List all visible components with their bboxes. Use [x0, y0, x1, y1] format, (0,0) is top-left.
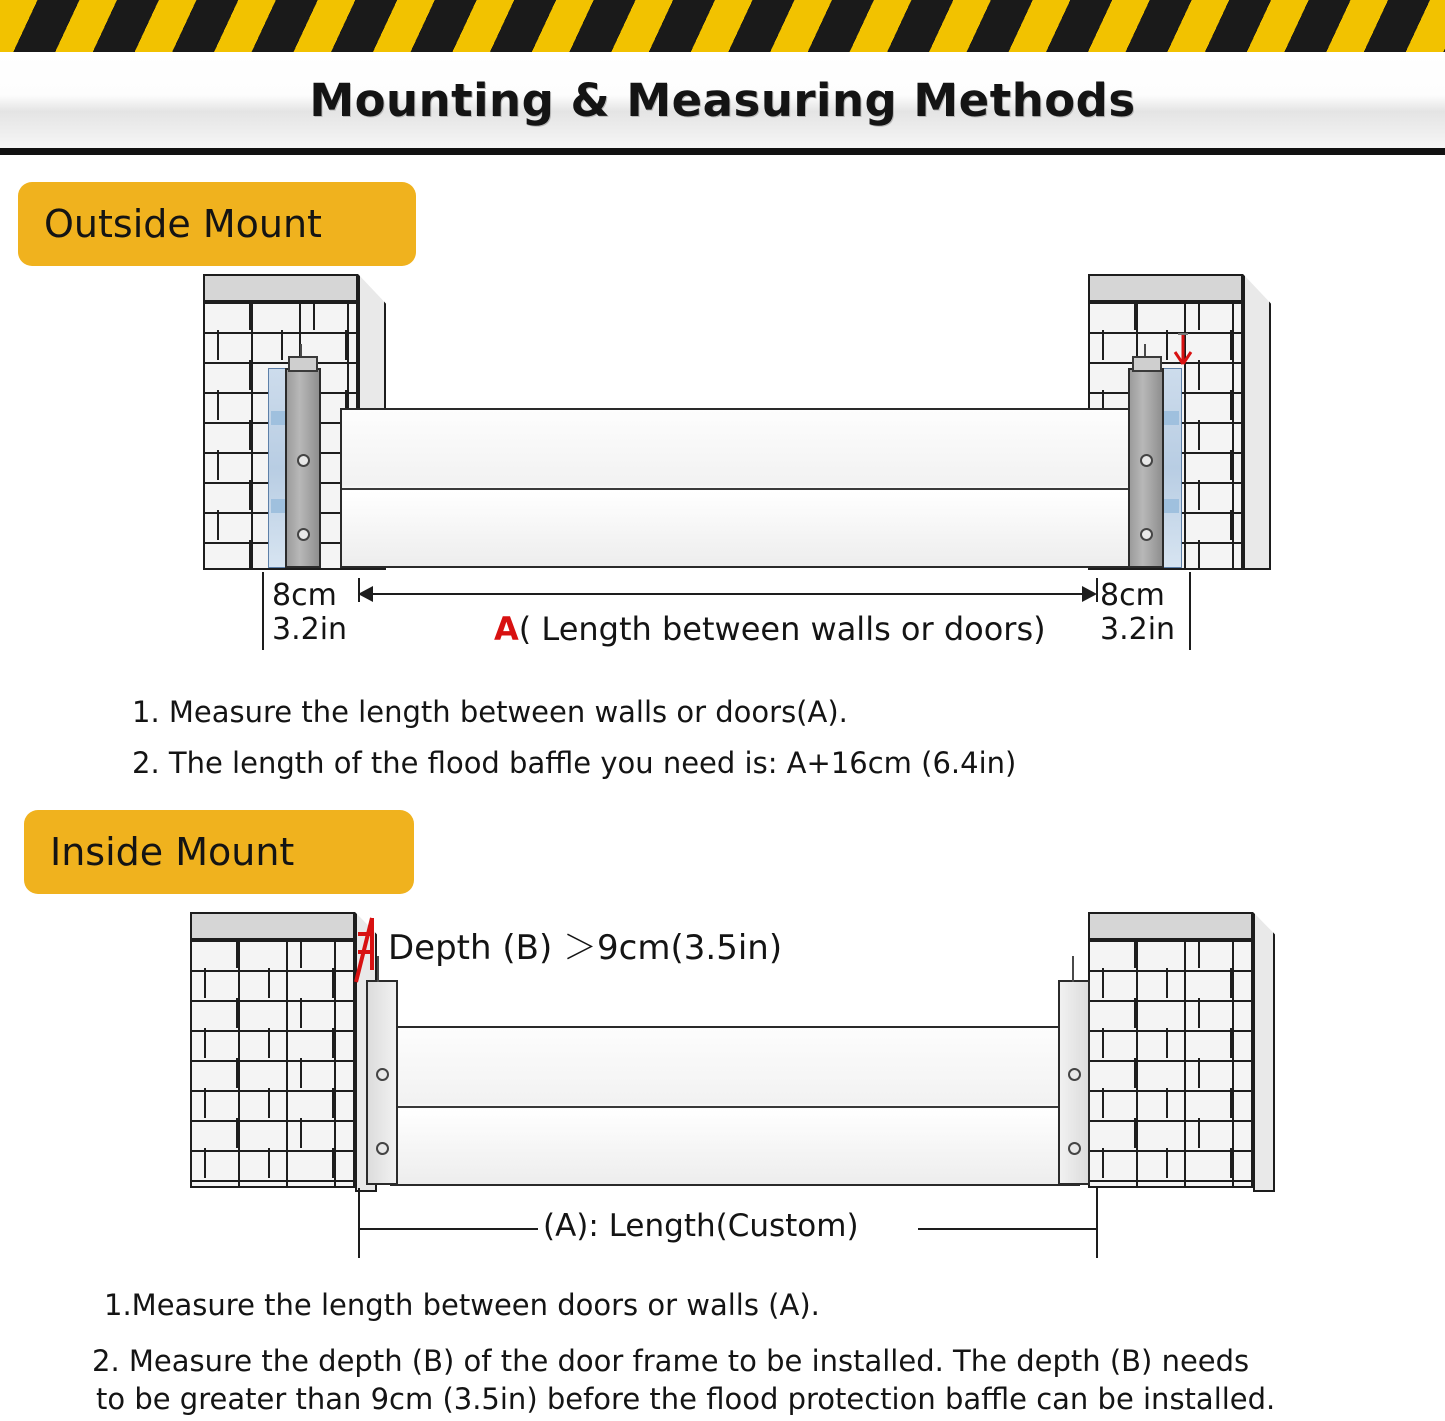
- mounting-bracket-right-outside: [1128, 368, 1164, 568]
- wall-cap-right-inside: [1088, 912, 1253, 940]
- wall-cap-left-outside: [203, 274, 358, 302]
- inside-instruction-2: 2. Measure the depth (B) of the door frame to be installed. The depth (B) needs: [92, 1344, 1250, 1378]
- dim-line-right-inside: [918, 1228, 1096, 1230]
- page-title: Mounting & Measuring Methods: [309, 73, 1136, 127]
- dim-right-8cm: 8cm: [1100, 578, 1165, 613]
- dim-arrow-right-outside: [1082, 586, 1097, 602]
- mounting-bracket-right-inside: [1058, 980, 1090, 1185]
- wall-cap-left-inside: [190, 912, 355, 940]
- wall-side-right-inside: [1253, 912, 1275, 1192]
- dim-arrow-left-outside: [358, 586, 373, 602]
- dim-letter-a-text: ( Length between walls or doors): [518, 610, 1046, 648]
- section-badge-label: Inside Mount: [50, 830, 295, 874]
- outside-instruction-2: 2. The length of the flood baffle you need is: A+16cm (6.4in): [132, 746, 1017, 780]
- mounting-bracket-left-inside: [366, 980, 398, 1185]
- outside-instruction-1: 1. Measure the length between walls or doors(A).: [132, 695, 848, 729]
- wall-cap-right-outside: [1088, 274, 1243, 302]
- bracket-topplate-left-outside: [288, 356, 318, 372]
- dim-length-custom-label: (A): Length(Custom): [543, 1208, 859, 1244]
- dim-letter-a: [494, 610, 1046, 648]
- dim-line-left-inside: [358, 1228, 538, 1230]
- depth-comparator: ＞: [563, 928, 598, 968]
- dim-tick-right-outside: [1189, 572, 1191, 650]
- section-badge-inside-mount: [24, 810, 414, 894]
- dim-left-8cm: 8cm: [272, 578, 337, 613]
- dim-line-a-outside: [372, 593, 1082, 595]
- depth-annotation: [388, 920, 782, 969]
- dim-left-3p2in: 3.2in: [272, 612, 348, 647]
- flood-baffle-panel-inside: [390, 1026, 1080, 1186]
- dim-right-3p2in: 3.2in: [1100, 612, 1176, 647]
- dim-letter-a-glyph: A: [494, 610, 519, 648]
- depth-value: 9cm(3.5in): [597, 928, 783, 968]
- section-badge-outside-mount: [18, 182, 416, 266]
- dim-tick-left-inside: [358, 1188, 360, 1258]
- wall-side-right-outside: [1243, 274, 1271, 570]
- flood-baffle-panel-outside: [340, 408, 1130, 568]
- dim-endcap-right-outside: [1096, 578, 1098, 602]
- section-badge-label: Outside Mount: [44, 202, 322, 246]
- inside-instruction-1: 1.Measure the length between doors or walls (A).: [104, 1288, 820, 1322]
- bracket-post-right-inside: [1072, 956, 1074, 982]
- wall-right-inside: [1088, 938, 1253, 1188]
- dim-tick-left-outside: [262, 572, 264, 650]
- dim-endcap-left-outside: [358, 578, 360, 602]
- wall-left-inside: [190, 938, 355, 1188]
- mounting-bracket-left-outside: [285, 368, 321, 568]
- inside-instruction-3: to be greater than 9cm (3.5in) before the flood protection baffle can be installed.: [96, 1382, 1276, 1416]
- depth-label: Depth (B): [388, 928, 553, 968]
- dim-tick-right-inside: [1096, 1188, 1098, 1258]
- hazard-stripe-banner: [0, 0, 1445, 52]
- title-band: [0, 52, 1445, 155]
- red-depth-bracket-icon: [336, 912, 396, 992]
- red-arrow-marker-outside: [1150, 330, 1200, 380]
